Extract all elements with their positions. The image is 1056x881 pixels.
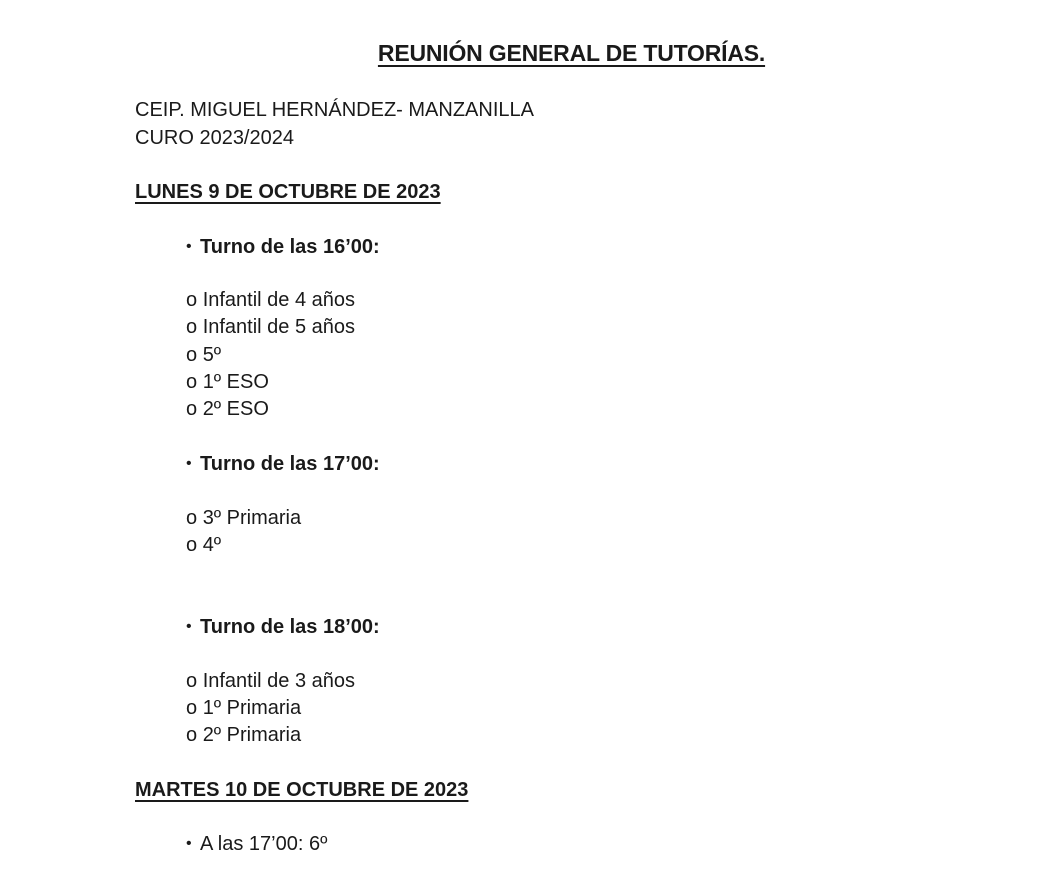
shift-heading-1700 bbox=[186, 453, 380, 476]
group-label: 2º Primaria bbox=[202, 724, 302, 746]
bullet-icon: • bbox=[186, 618, 192, 635]
group-label: 3º Primaria bbox=[202, 507, 302, 529]
group-label: 1º Primaria bbox=[202, 697, 302, 719]
group-label: Infantil de 3 años bbox=[202, 670, 356, 692]
sub-bullet-icon: o bbox=[186, 344, 198, 366]
shift-label: Turno de las 16’00: bbox=[200, 236, 380, 258]
sub-bullet-icon: o bbox=[186, 289, 198, 311]
list-item bbox=[186, 344, 221, 367]
document-title: REUNIÓN GENERAL DE TUTORÍAS. bbox=[377, 40, 766, 66]
list-item bbox=[186, 289, 355, 312]
entry-item bbox=[186, 833, 327, 856]
list-item bbox=[186, 724, 301, 747]
list-item bbox=[186, 670, 355, 693]
school-name: CEIP. MIGUEL HERNÁNDEZ- MANZANILLA bbox=[135, 99, 534, 121]
bullet-icon: • bbox=[186, 455, 192, 472]
bullet-icon: • bbox=[186, 238, 192, 255]
list-item bbox=[186, 371, 269, 394]
date-heading-monday: LUNES 9 DE OCTUBRE DE 2023 bbox=[135, 181, 441, 203]
course-year: CURO 2023/2024 bbox=[135, 127, 294, 149]
sub-bullet-icon: o bbox=[186, 507, 198, 529]
date-heading-tuesday: MARTES 10 DE OCTUBRE DE 2023 bbox=[135, 779, 469, 801]
list-item bbox=[186, 697, 301, 720]
group-label: Infantil de 5 años bbox=[202, 316, 356, 338]
group-label: 2º ESO bbox=[202, 398, 269, 420]
group-label: 5º bbox=[202, 344, 222, 366]
list-item bbox=[186, 316, 355, 339]
sub-bullet-icon: o bbox=[186, 670, 198, 692]
sub-bullet-icon: o bbox=[186, 371, 198, 393]
list-item bbox=[186, 507, 301, 530]
sub-bullet-icon: o bbox=[186, 697, 198, 719]
shift-heading-1800 bbox=[186, 616, 380, 639]
group-label: 1º ESO bbox=[202, 371, 269, 393]
group-label: Infantil de 4 años bbox=[202, 289, 356, 311]
shift-label: Turno de las 17’00: bbox=[200, 453, 380, 475]
shift-label: Turno de las 18’00: bbox=[200, 616, 380, 638]
list-item bbox=[186, 534, 221, 557]
entry-label: A las 17’00: 6º bbox=[200, 833, 328, 855]
sub-bullet-icon: o bbox=[186, 398, 198, 420]
shift-heading-1600 bbox=[186, 236, 380, 259]
bullet-icon: • bbox=[186, 835, 192, 852]
sub-bullet-icon: o bbox=[186, 534, 198, 556]
group-label: 4º bbox=[202, 534, 222, 556]
list-item bbox=[186, 398, 269, 421]
sub-bullet-icon: o bbox=[186, 316, 198, 338]
sub-bullet-icon: o bbox=[186, 724, 198, 746]
